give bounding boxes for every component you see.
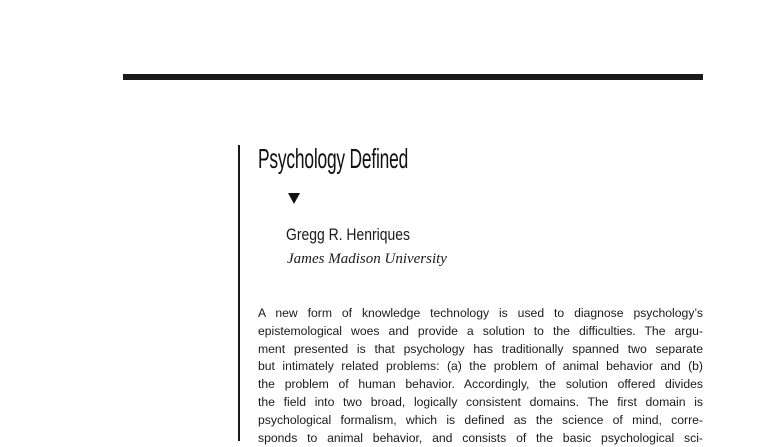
abstract-line: psychological formalism, which is defined as the science of mind, corre- <box>258 412 703 427</box>
abstract-line: ment presented is that psychology has traditionally spanned two separate <box>258 341 703 356</box>
abstract <box>258 305 703 447</box>
author-affiliation: James Madison University <box>287 251 447 267</box>
abstract-line: the problem of human behavior. Accordingly, the solution offered divides <box>258 377 703 392</box>
abstract-line: A new form of knowledge technology is used to diagnose psychology’s <box>258 306 703 320</box>
side-rule <box>238 145 240 441</box>
abstract-line: sponds to animal behavior, and consists of the basic psychological sci- <box>258 430 703 445</box>
article-title: Psychology Defined <box>258 143 409 174</box>
top-rule <box>123 74 703 80</box>
abstract-line: epistemological woes and provide a solution to the difficulties. The argu- <box>258 323 703 338</box>
triangle-marker-icon <box>288 193 300 204</box>
author-name: Gregg R. Henriques <box>286 225 410 244</box>
abstract-line: the field into two broad, logically consistent domains. The first domain is <box>258 394 703 409</box>
abstract-line: but intimately related problems: (a) the problem of animal behavior and (b) <box>258 359 703 374</box>
